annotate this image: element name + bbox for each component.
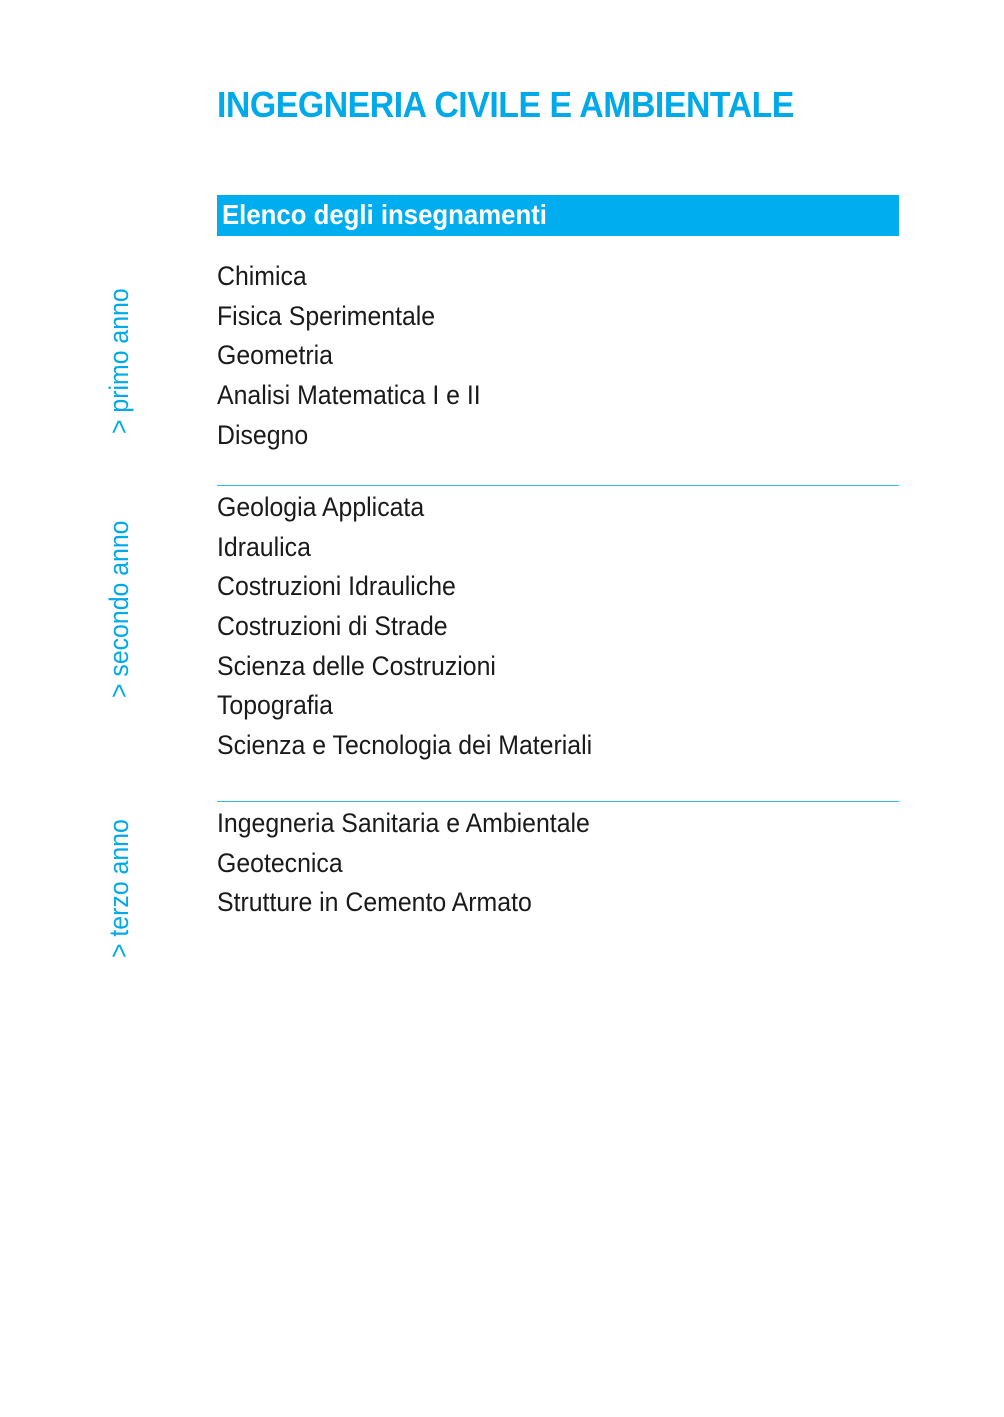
course-item: Chimica bbox=[217, 261, 307, 291]
course-item: Analisi Matematica I e II bbox=[217, 380, 481, 411]
course-list-terzo bbox=[217, 804, 622, 923]
course-item: Costruzioni di Strade bbox=[217, 611, 448, 642]
course-item: Geometria bbox=[217, 340, 333, 371]
section-heading: Elenco degli insegnamenti bbox=[222, 199, 547, 230]
course-item: Fisica Sperimentale bbox=[217, 300, 436, 331]
course-item: Costruzioni Idrauliche bbox=[217, 571, 456, 602]
course-item: Topografia bbox=[217, 690, 334, 721]
course-item: Idraulica bbox=[217, 531, 311, 562]
year-divider bbox=[217, 485, 899, 486]
page-title: INGEGNERIA CIVILE E AMBIENTALE bbox=[217, 84, 794, 125]
year-divider bbox=[217, 801, 899, 802]
course-list-secondo bbox=[217, 488, 625, 766]
course-item: Scienza e Tecnologia dei Materiali bbox=[217, 730, 593, 761]
section-heading-bar bbox=[217, 195, 899, 236]
course-list-primo bbox=[217, 257, 504, 455]
course-item: Disegno bbox=[217, 419, 309, 450]
course-item: Scienza delle Costruzioni bbox=[217, 650, 496, 681]
course-item: Geologia Applicata bbox=[217, 492, 425, 522]
course-item: Geotecnica bbox=[217, 847, 343, 878]
course-item: Strutture in Cemento Armato bbox=[217, 887, 532, 918]
course-item: Ingegneria Sanitaria e Ambientale bbox=[217, 808, 590, 838]
